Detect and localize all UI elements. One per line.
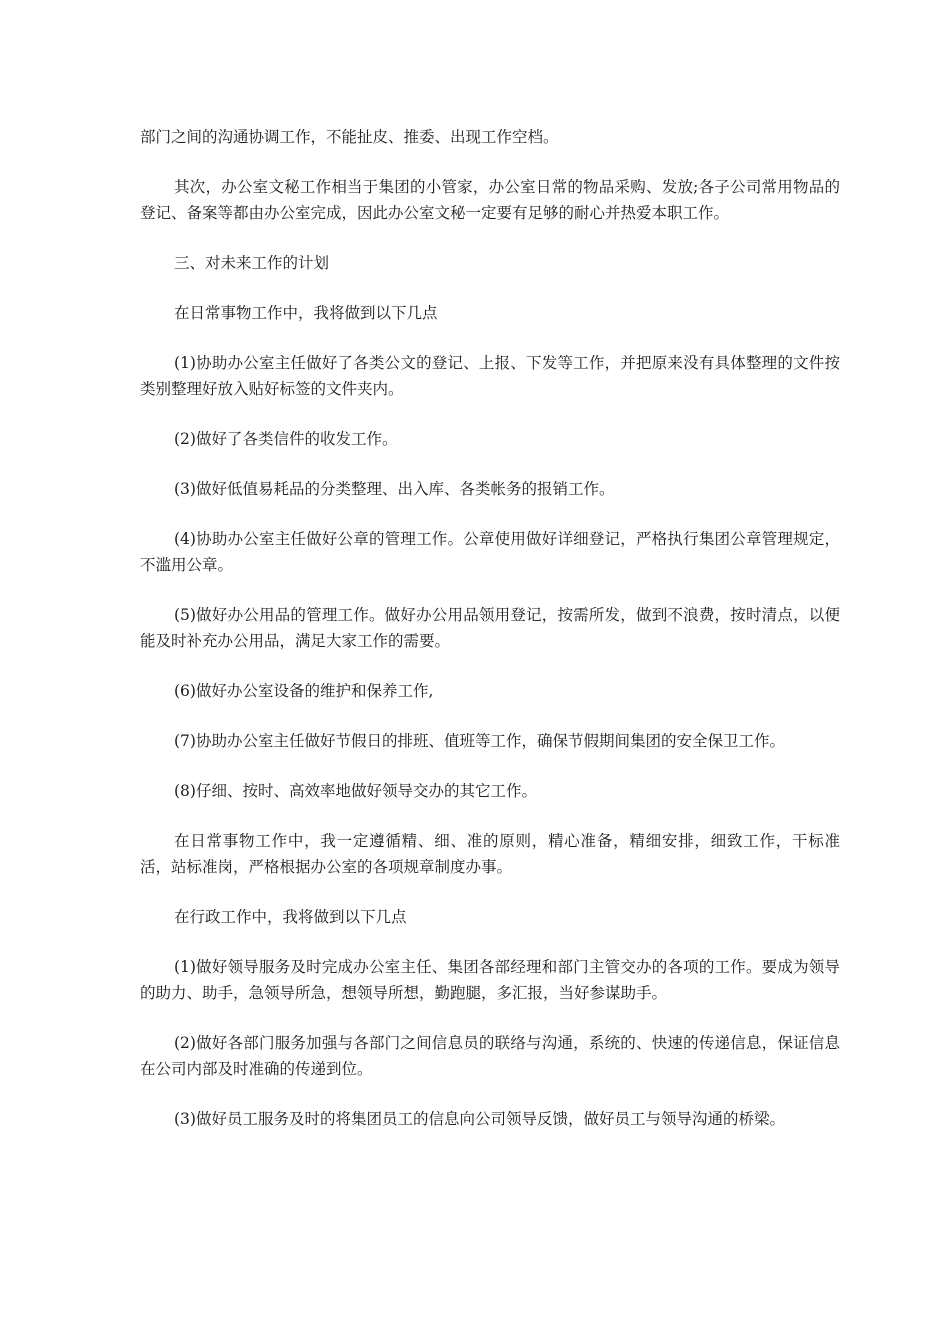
list-item-admin-2: (2)做好各部门服务加强与各部门之间信息员的联络与沟通，系统的、快速的传递信息，保证信息在公司内部及时准确的传递到位。 [140, 1034, 840, 1078]
list-item-daily-2: (2)做好了各类信件的收发工作。 [174, 430, 398, 448]
paragraph-continuation: 部门之间的沟通协调工作，不能扯皮、推委、出现工作空档。 [140, 128, 559, 146]
list-item-daily-5: (5)做好办公用品的管理工作。做好办公用品领用登记，按需所发，做到不浪费，按时清点，以便能及时补充办公用品，满足大家工作的需要。 [140, 606, 840, 650]
list-item-daily-4: (4)协助办公室主任做好公章的管理工作。公章使用做好详细登记，严格执行集团公章管理规定，不滥用公章。 [140, 530, 840, 574]
list-item-daily-1: (1)协助办公室主任做好了各类公文的登记、上报、下发等工作，并把原来没有具体整理的文件按类别整理好放入贴好标签的文件夹内。 [140, 354, 840, 398]
paragraph-daily-summary: 在日常事物工作中，我一定遵循精、细、准的原则，精心准备，精细安排，细致工作，干标准活，站标准岗，严格根据办公室的各项规章制度办事。 [140, 832, 840, 876]
paragraph-daily-intro: 在日常事物工作中，我将做到以下几点 [174, 304, 438, 322]
list-item-daily-8: (8)仔细、按时、高效率地做好领导交办的其它工作。 [174, 782, 537, 800]
list-item-daily-6: (6)做好办公室设备的维护和保养工作, [174, 682, 434, 700]
list-item-admin-1: (1)做好领导服务及时完成办公室主任、集团各部经理和部门主管交办的各项的工作。要成为领导的助力、助手，急领导所急，想领导所想，勤跑腿，多汇报，当好参谋助手。 [140, 958, 840, 1002]
section-heading-future-plan: 三、对未来工作的计划 [174, 254, 330, 272]
list-item-daily-7: (7)协助办公室主任做好节假日的排班、值班等工作，确保节假期间集团的安全保卫工作。 [174, 732, 785, 750]
document-page [140, 124, 840, 1156]
paragraph-secondly: 其次，办公室文秘工作相当于集团的小管家，办公室日常的物品采购、发放;各子公司常用物品的登记、备案等都由办公室完成，因此办公室文秘一定要有足够的耐心并热爱本职工作。 [140, 178, 840, 222]
list-item-daily-3: (3)做好低值易耗品的分类整理、出入库、各类帐务的报销工作。 [174, 480, 615, 498]
paragraph-admin-intro: 在行政工作中，我将做到以下几点 [174, 908, 407, 926]
list-item-admin-3: (3)做好员工服务及时的将集团员工的信息向公司领导反馈，做好员工与领导沟通的桥梁。 [174, 1110, 785, 1128]
